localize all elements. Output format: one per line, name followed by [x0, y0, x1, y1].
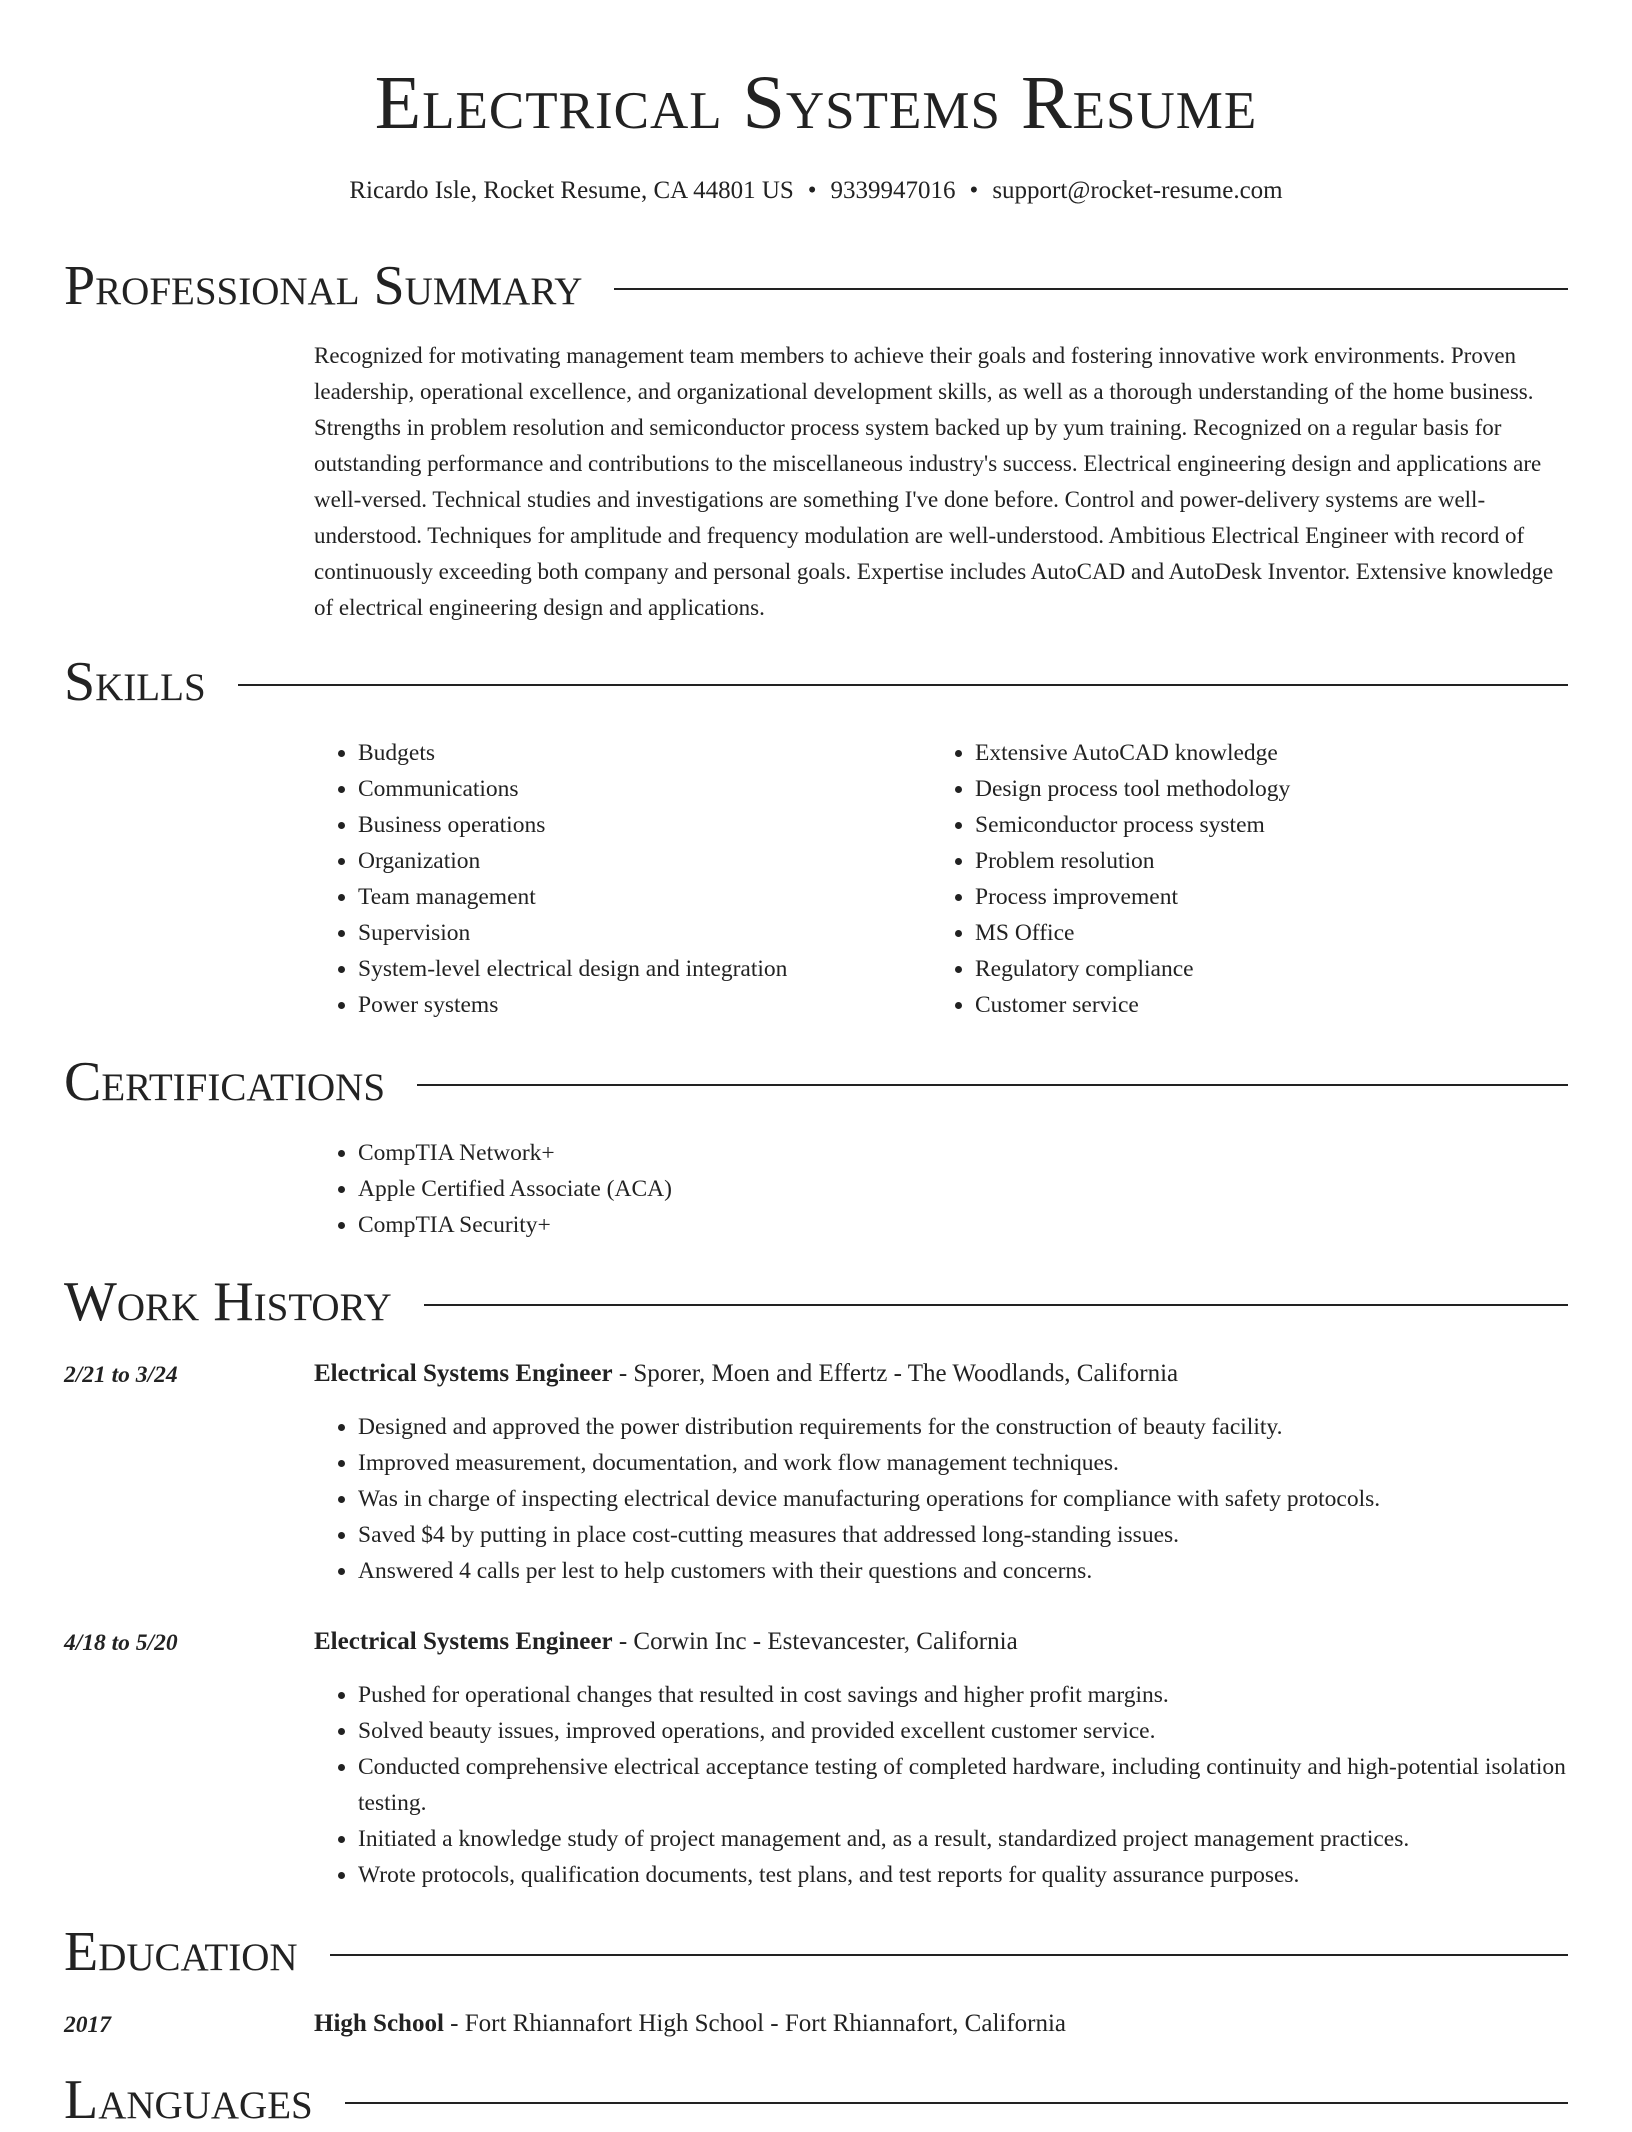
- list-item: • Organization: [358, 843, 918, 879]
- resume-title: Electrical Systems Resume: [374, 61, 1258, 145]
- contact-separator: •: [807, 177, 817, 204]
- skills-list-left: [314, 735, 918, 1023]
- list-item: • Was in charge of inspecting electrical device manufacturing operations for compliance with safety protocols.: [358, 1481, 1612, 1517]
- list-item: • CompTIA Network+: [358, 1135, 1558, 1171]
- job-title-line: [314, 1625, 1018, 1659]
- list-item: • Semiconductor process system: [975, 807, 1575, 843]
- list-item: • Team management: [358, 879, 918, 915]
- job-title-line: [314, 1357, 1178, 1391]
- section-header-education: [64, 1920, 1568, 1984]
- list-item: • Extensive AutoCAD knowledge: [975, 735, 1575, 771]
- section-title: Certifications: [64, 1051, 386, 1113]
- education-year: 2017: [64, 2012, 111, 2038]
- contact-email: support@rocket-resume.com: [992, 177, 1283, 204]
- job-details: - Corwin Inc - Estevancester, California: [612, 1628, 1018, 1655]
- section-title: Professional Summary: [64, 255, 583, 317]
- list-item: • CompTIA Security+: [358, 1207, 1558, 1243]
- section-divider: [417, 1084, 1568, 1086]
- contact-separator: •: [969, 177, 979, 204]
- list-item: • Problem resolution: [975, 843, 1575, 879]
- list-item: • Apple Certified Associate (ACA): [358, 1171, 1558, 1207]
- list-item: • Solved beauty issues, improved operations, and provided excellent customer service.: [358, 1713, 1612, 1749]
- list-item: • Business operations: [358, 807, 918, 843]
- section-header-work-history: [64, 1270, 1568, 1334]
- list-item: • Pushed for operational changes that resulted in cost savings and higher profit margins.: [358, 1677, 1612, 1713]
- list-item: • Process improvement: [975, 879, 1575, 915]
- section-divider: [345, 2102, 1568, 2104]
- certifications-list: [314, 1135, 1558, 1243]
- education-degree: High School: [314, 2010, 444, 2037]
- summary-text: Recognized for motivating management team members to achieve their goals and fostering innovative work environments. Proven leadership, operational excellence, and organizational development skills, as well as a thorough understanding of the home business. Strengths in problem resolution and semiconductor process system backed up by yum training. Recognized on a regular basis for outstanding performance and contributions to the miscellaneous industry's success. Electrical engineering design and applications are well-versed. Technical studies and investigations are something I've done before. Control and power-delivery systems are well-understood. Techniques for amplitude and frequency modulation are well-understood. Ambitious Electrical Engineer with record of continuously exceeding both company and personal goals. Expertise includes AutoCAD and AutoDesk Inventor. Extensive knowledge of electrical engineering design and applications.: [314, 343, 1554, 620]
- job-dates: 4/18 to 5/20: [64, 1630, 178, 1656]
- section-divider: [238, 684, 1568, 686]
- list-item: • Supervision: [358, 915, 918, 951]
- list-item: • Answered 4 calls per lest to help customers with their questions and concerns.: [358, 1553, 1612, 1589]
- list-item: • Communications: [358, 771, 918, 807]
- section-header-summary: [64, 254, 1568, 318]
- section-title: Languages: [64, 2069, 313, 2131]
- section-divider: [614, 288, 1568, 290]
- contact-address: Ricardo Isle, Rocket Resume, CA 44801 US: [349, 177, 794, 204]
- list-item: • Design process tool methodology: [975, 771, 1575, 807]
- job-dates: 2/21 to 3/24: [64, 1362, 178, 1388]
- section-title: Education: [64, 1921, 298, 1983]
- list-item: • Initiated a knowledge study of project management and, as a result, standardized project management practices.: [358, 1821, 1612, 1857]
- job-bullets: [314, 1409, 1612, 1589]
- section-title: Work History: [64, 1271, 392, 1333]
- section-header-certifications: [64, 1050, 1568, 1114]
- job-bullets: [314, 1677, 1612, 1893]
- list-item: • Improved measurement, documentation, and work flow management techniques.: [358, 1445, 1612, 1481]
- section-divider: [330, 1954, 1568, 1956]
- list-item: • Customer service: [975, 987, 1575, 1023]
- job-role: Electrical Systems Engineer: [314, 1360, 613, 1387]
- job-role: Electrical Systems Engineer: [314, 1628, 613, 1655]
- job-details: - Sporer, Moen and Effertz - The Woodlands, California: [612, 1360, 1179, 1387]
- list-item: • System-level electrical design and integration: [358, 951, 918, 987]
- contact-phone: 9339947016: [830, 177, 956, 204]
- list-item: • Designed and approved the power distribution requirements for the construction of beauty facility.: [358, 1409, 1612, 1445]
- list-item: • Regulatory compliance: [975, 951, 1575, 987]
- contact-line: [0, 174, 1632, 208]
- education-line: [314, 2007, 1066, 2041]
- list-item: • Budgets: [358, 735, 918, 771]
- list-item: • Wrote protocols, qualification documents, test plans, and test reports for quality assurance purposes.: [358, 1857, 1612, 1893]
- skills-list-right: [931, 735, 1575, 1023]
- list-item: • MS Office: [975, 915, 1575, 951]
- list-item: • Conducted comprehensive electrical acceptance testing of completed hardware, including continuity and high-potential isolation testing.: [358, 1749, 1612, 1821]
- section-header-skills: [64, 650, 1568, 714]
- list-item: • Power systems: [358, 987, 918, 1023]
- education-details: - Fort Rhiannafort High School - Fort Rhiannafort, California: [443, 2010, 1067, 2037]
- section-title: Skills: [64, 651, 206, 713]
- list-item: • Saved $4 by putting in place cost-cutting measures that addressed long-standing issues.: [358, 1517, 1612, 1553]
- section-header-languages: [64, 2068, 1568, 2132]
- section-divider: [424, 1304, 1568, 1306]
